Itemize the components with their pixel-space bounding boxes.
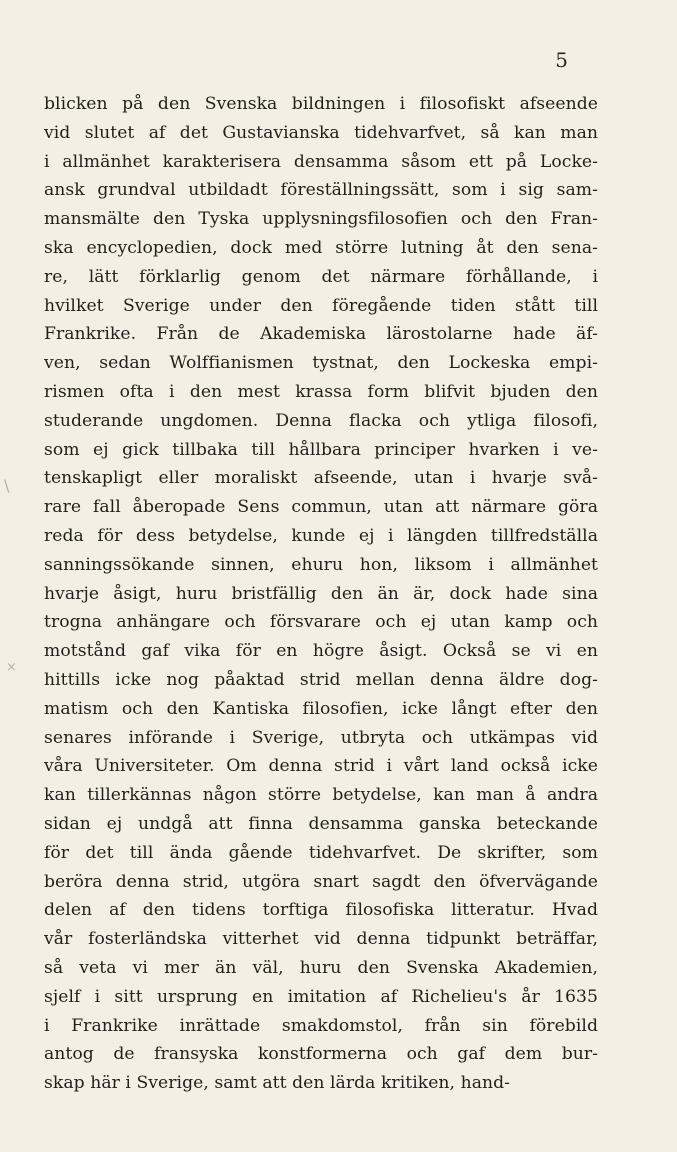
text-line: hvilket Sverige under den föregående tiden stått till (44, 295, 598, 316)
text-line: våra Universiteter. Om denna strid i vårt land också icke (44, 756, 598, 777)
text-line: vår fosterländska vitterhet vid denna tidpunkt beträffar, (44, 929, 598, 950)
text-line: motstånd gaf vika för en högre åsigt. Också se vi en (44, 641, 598, 662)
text-line: i Frankrike inrättade smakdomstol, från sin förebild (44, 1015, 598, 1036)
text-line: för det till ända gående tidehvarfvet. De skrifter, som (44, 842, 598, 863)
text-line: vid slutet af det Gustavianska tidehvarfvet, så kan man (44, 122, 598, 143)
text-line: tenskapligt eller moraliskt afseende, utan i hvarje svå- (44, 468, 598, 489)
text-line: kan tillerkännas någon större betydelse, kan man å andra (44, 785, 598, 806)
margin-mark: \ (4, 476, 10, 495)
text-line: antog de fransyska konstformerna och gaf dem bur- (44, 1044, 598, 1065)
text-line: sidan ej undgå att finna densamma ganska beteckande (44, 813, 598, 834)
text-line: ska encyclopedien, dock med större lutning åt den sena- (44, 237, 598, 258)
text-line: ven, sedan Wolffianismen tystnat, den Lockeska empi- (44, 353, 598, 374)
text-line: senares införande i Sverige, utbryta och utkämpas vid (44, 727, 598, 748)
text-line: sjelf i sitt ursprung en imitation af Richelieu's år 1635 (44, 986, 598, 1007)
text-line: reda för dess betydelse, kunde ej i längden tillfredställa (44, 525, 598, 546)
text-line: studerande ungdomen. Denna flacka och ytliga filosofi, (44, 410, 598, 431)
text-line: delen af den tidens torftiga filosofiska litteratur. Hvad (44, 900, 598, 921)
text-line: Frankrike. Från de Akademiska lärostolarne hade äf- (44, 324, 598, 345)
text-line: hittills icke nog påaktad strid mellan denna äldre dog- (44, 669, 598, 690)
text-line: re, lätt förklarlig genom det närmare förhållande, i (44, 266, 598, 287)
page-number: 5 (555, 48, 568, 72)
text-line: skap här i Sverige, samt att den lärda kritiken, hand- (44, 1073, 511, 1094)
body-text (44, 90, 598, 1098)
text-line: i allmänhet karakterisera densamma såsom ett på Locke- (44, 151, 598, 172)
text-line: rare fall åberopade Sens commun, utan att närmare göra (44, 497, 598, 518)
text-line: blicken på den Svenska bildningen i filosofiskt afseende (44, 94, 598, 114)
text-line: rismen ofta i den mest krassa form blifvit bjuden den (44, 381, 598, 402)
margin-mark: × (6, 660, 17, 675)
text-line: mansmälte den Tyska upplysningsfilosofien och den Fran- (44, 209, 598, 230)
text-line: hvarje åsigt, huru bristfällig den än är, dock hade sina (44, 583, 598, 604)
text-line: sanningssökande sinnen, ehuru hon, liksom i allmänhet (44, 554, 598, 575)
text-line: som ej gick tillbaka till hållbara principer hvarken i ve- (44, 439, 598, 460)
text-line: så veta vi mer än väl, huru den Svenska Akademien, (44, 957, 598, 978)
text-line: matism och den Kantiska filosofien, icke långt efter den (44, 698, 598, 719)
text-line: ansk grundval utbildadt föreställningssätt, som i sig sam- (44, 180, 598, 201)
text-line: beröra denna strid, utgöra snart sagdt den öfvervägande (44, 871, 598, 892)
text-line: trogna anhängare och försvarare och ej utan kamp och (44, 612, 598, 633)
